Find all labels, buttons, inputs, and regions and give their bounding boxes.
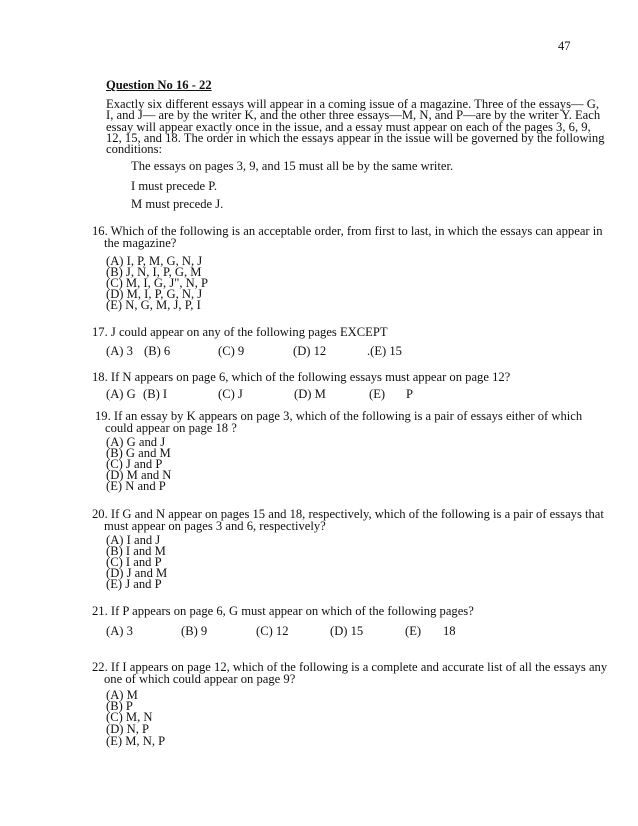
q16-option-c: (C) M, I, G, J", N, P	[106, 276, 209, 290]
q19-option-e: (E) N and P	[106, 479, 166, 493]
question-18: 18. If N appears on page 6, which of the following essays must appear on page 12?	[92, 370, 511, 384]
question-16	[92, 226, 612, 249]
q18-options	[106, 388, 413, 400]
q22-option-b: (B) P	[106, 699, 133, 713]
q19-option-c: (C) J and P	[106, 457, 163, 471]
question-20-line1: 20. If G and N appear on pages 15 and 18, respectively, which of the following is a pair of essays that	[92, 507, 604, 521]
question-17: 17. J could appear on any of the following pages EXCEPT	[92, 325, 388, 339]
q19-option-b: (B) G and M	[106, 446, 171, 460]
q19-option-d: (D) M and N	[106, 468, 172, 482]
q16-option-d: (D) M, I, P, G, N, J	[106, 287, 203, 301]
q22-option-a: (A) M	[106, 688, 138, 702]
q21-options	[106, 625, 456, 637]
q21-option-d: (D) 15	[330, 624, 364, 638]
q20-option-c: (C) I and P	[106, 555, 162, 569]
q17-option-b: (B) 6	[144, 344, 171, 358]
condition-2: I must precede P.	[131, 179, 218, 193]
condition-3: M must precede J.	[131, 197, 224, 211]
q20-option-b: (B) I and M	[106, 544, 166, 558]
question-19	[95, 411, 615, 434]
q22-option-d: (D) N, P	[106, 722, 150, 736]
question-19-line2: could appear on page 18 ?	[105, 420, 237, 435]
question-20	[92, 509, 612, 532]
q18-option-e-value: P	[406, 387, 414, 401]
q17-options	[106, 345, 402, 357]
page-number: 47	[558, 39, 571, 53]
q17-option-d: (D) 12	[293, 344, 327, 358]
q21-option-b: (B) 9	[181, 624, 208, 638]
question-22-line1: 22. If I appears on page 12, which of the following is a complete and accurate list of all the essays any	[92, 660, 608, 674]
intro-paragraph: Exactly six different essays will appear in a coming issue of a magazine. Three of the essays— G, I, and J— are by the writer K, and the other three essays—M, N, and P—are by the writer Y. Each essay will appear exactly once in the issue, and a essay must appear on each of the pages 3, 6, 9, 12, 15, and 18. The order in which the essays appear in the issue will be governed by the following conditions:	[106, 97, 605, 157]
question-21: 21. If P appears on page 6, G must appear on which of the following pages?	[92, 604, 474, 618]
q16-option-a: (A) I, P, M, G, N, J	[106, 254, 203, 268]
question-22-line2: one of which could appear on page 9?	[104, 671, 296, 686]
q17-option-e: .(E) 15	[367, 344, 402, 358]
q17-option-c: (C) 9	[218, 344, 245, 358]
q22-option-e: (E) M, N, P	[106, 734, 166, 748]
q18-option-e: (E)	[369, 387, 386, 401]
q18-option-c: (C) J	[218, 387, 243, 401]
question-16-line1: 16. Which of the following is an acceptable order, from first to last, in which the essays can appear in	[92, 224, 603, 238]
question-20-line2: must appear on pages 3 and 6, respectively?	[104, 518, 326, 533]
section-heading: Question No 16 - 22	[106, 78, 212, 92]
q21-option-e-value: 18	[443, 624, 456, 638]
question-19-line1: 19. If an essay by K appears on page 3, which of the following is a pair of essays either of which	[95, 409, 583, 423]
q18-option-b: (B) I	[143, 387, 168, 401]
condition-1: The essays on pages 3, 9, and 15 must all be by the same writer.	[131, 159, 454, 173]
q20-option-d: (D) J and M	[106, 566, 168, 580]
q21-option-a: (A) 3	[106, 624, 133, 638]
q19-option-a: (A) G and J	[106, 435, 166, 449]
q20-option-e: (E) J and P	[106, 577, 162, 591]
q16-option-b: (B) J, N, I, P, G, M	[106, 265, 202, 279]
q18-option-d: (D) M	[294, 387, 326, 401]
q22-option-c: (C) M, N	[106, 710, 153, 724]
q21-option-c: (C) 12	[256, 624, 289, 638]
q16-option-e: (E) N, G, M, J, P, I	[106, 298, 201, 312]
q17-option-a: (A) 3	[106, 344, 133, 358]
question-22	[92, 662, 612, 685]
q21-option-e: (E)	[405, 624, 422, 638]
question-16-line2: the magazine?	[104, 235, 177, 250]
q20-option-a: (A) I and J	[106, 533, 161, 547]
q18-option-a: (A) G	[106, 387, 136, 401]
